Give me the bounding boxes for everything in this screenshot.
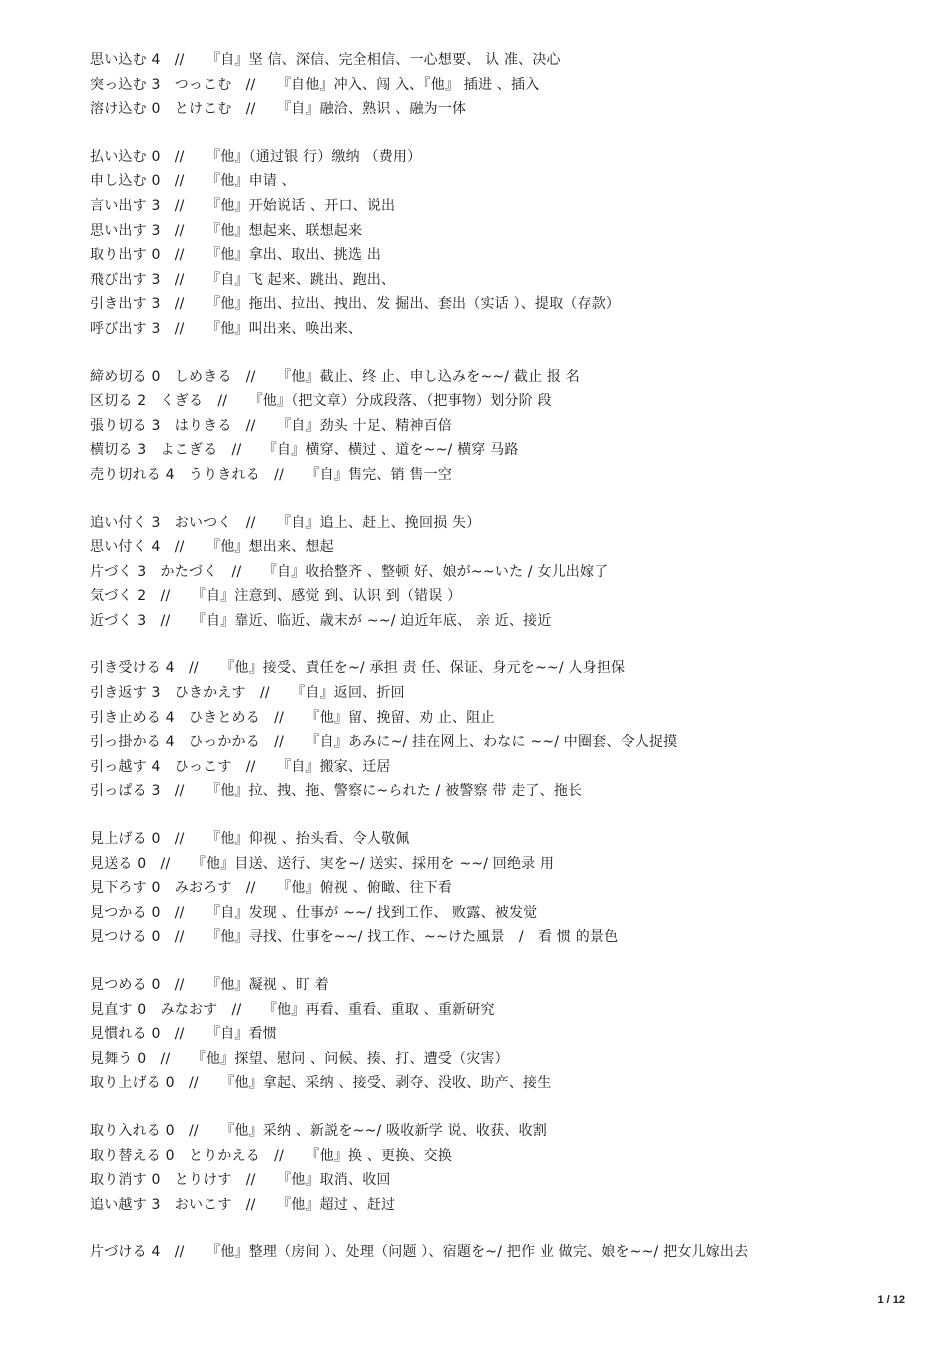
vocab-entry: 追い付く 3 おいつく // 『自』追上、赶上、挽回损 失）: [90, 514, 481, 531]
vocab-entry: 売り切れる 4 うりきれる // 『自』售完、销 售一空: [90, 466, 453, 483]
vocab-entry: 取り消す 0 とりけす // 『他』取消、收回: [90, 1172, 391, 1189]
vocab-entry: 近づく 3 // 『自』靠近、临近、歳末が ~~/ 迫近年底、 亲 近、接近: [90, 612, 552, 629]
vocab-entry: 取り上げる 0 // 『他』拿起、采纳 、接受、剥夺、没收、助产、接生: [90, 1075, 552, 1092]
vocab-entry: 取り出す 0 // 『他』拿出、取出、挑选 出: [90, 247, 382, 264]
entry-group: [90, 973, 890, 1096]
vocab-entry: 追い越す 3 おいこす // 『他』超过 、赶过: [90, 1196, 396, 1213]
vocab-entry: 見直す 0 みなおす // 『他』再看、重看、重取 、重新研究: [90, 1001, 495, 1018]
vocab-entry: 見舞う 0 // 『他』探望、慰问 、问候、揍、打、遭受（灾害）: [90, 1050, 509, 1067]
vocab-entry: 思い出す 3 // 『他』想起来、联想起来: [90, 222, 363, 239]
entry-group: [90, 48, 890, 122]
vocab-entry: 溶け込む 0 とけこむ // 『自』融洽、熟识 、融为一体: [90, 101, 467, 118]
vocab-entry: 引き返す 3 ひきかえす // 『自』返回、折回: [90, 685, 405, 702]
vocab-entry: 引っ越す 4 ひっこす // 『自』搬家、迁居: [90, 758, 391, 775]
document-body: [90, 48, 890, 1288]
vocab-entry: 見送る 0 // 『他』目送、送行、実を~/ 送实、採用を ~~/ 回绝录 用: [90, 855, 555, 872]
entry-group: [90, 145, 890, 342]
vocab-entry: 言い出す 3 // 『他』开始说话 、开口、说出: [90, 197, 396, 214]
vocab-entry: 張り切る 3 はりきる // 『自』劲头 十足、精神百倍: [90, 417, 453, 434]
vocab-entry: 片づける 4 // 『他』整理（房间 ）、处理（问题 ）、宿題を~/ 把作 业 做完、娘を~~/ 把女儿嫁出去: [90, 1244, 749, 1261]
vocab-entry: 呼び出す 3 // 『他』叫出来、唤出来、: [90, 320, 363, 337]
page-number: 1 / 12: [877, 1294, 905, 1306]
vocab-entry: 飛び出す 3 // 『自』飞 起来、跳出、跑出、: [90, 271, 396, 288]
vocab-entry: 見慣れる 0 // 『自』看惯: [90, 1026, 277, 1043]
vocab-entry: 見つける 0 // 『他』寻找、仕事を~~/ 找工作、~~けた風景 / 看 惯 的景色: [90, 929, 619, 946]
entry-group: [90, 827, 890, 950]
vocab-entry: 片づく 3 かたづく // 『自』收拾整齐 、整顿 好、娘が~~いた / 女儿出嫁了: [90, 563, 609, 580]
vocab-entry: 突っ込む 3 つっこむ // 『自他』冲入、闯 入、『他』 插进 、插入: [90, 76, 540, 93]
vocab-entry: 思い込む 4 // 『自』坚 信、深信、完全相信、一心想要、 认 准、决心: [90, 52, 561, 68]
vocab-entry: 取り替える 0 とりかえる // 『他』换 、更换、交换: [90, 1147, 453, 1164]
vocab-entry: 見つめる 0 // 『他』凝视 、盯 着: [90, 977, 329, 993]
entry-group: [90, 1119, 890, 1217]
entry-group: [90, 1240, 890, 1265]
vocab-entry: 気づく 2 // 『自』注意到、感觉 到、认识 到（错误 ）: [90, 588, 462, 605]
vocab-entry: 区切る 2 くぎる // 『他』（把文章）分成段落、（把事物）划分阶 段: [90, 393, 552, 410]
vocab-entry: 取り入れる 0 // 『他』采纳 、新説を~~/ 吸收新学 说、收获、收割: [90, 1122, 547, 1139]
vocab-entry: 引っ掛かる 4 ひっかかる // 『自』あみに~/ 挂在网上、わなに ~~/ 中圈套、令人捉摸: [90, 734, 678, 751]
vocab-entry: 引き受ける 4 // 『他』接受、責任を~/ 承担 责 任、保证、身元を~~/ 人身担保: [90, 660, 626, 677]
entry-group: [90, 365, 890, 488]
vocab-entry: 見つかる 0 // 『自』发现 、仕事が ~~/ 找到工作、 败露、被发觉: [90, 904, 538, 921]
vocab-entry: 思い付く 4 // 『他』想出来、想起: [90, 539, 334, 556]
vocab-entry: 申し込む 0 // 『他』申请 、: [90, 173, 296, 190]
vocab-entry: 横切る 3 よこぎる // 『自』横穿、横过 、道を~~/ 横穿 马路: [90, 442, 519, 459]
vocab-entry: 引き止める 4 ひきとめる // 『他』留、挽留、劝 止、阻止: [90, 709, 495, 726]
vocab-entry: 払い込む 0 // 『他』（通过银 行）缴纳 （费用）: [90, 148, 422, 165]
vocab-entry: 見上げる 0 // 『他』仰视 、抬头看、令人敬佩: [90, 831, 410, 848]
entry-group: [90, 511, 890, 634]
vocab-entry: 締め切る 0 しめきる // 『他』截止、终 止、申し込みを~~/ 截止 报 名: [90, 368, 580, 385]
entry-group: [90, 656, 890, 804]
vocab-entry: 引っぱる 3 // 『他』拉、拽、拖、警察に~られた / 被警察 带 走了、拖长: [90, 783, 583, 800]
vocab-entry: 見下ろす 0 みおろす // 『他』俯视 、俯瞰、往下看: [90, 880, 453, 897]
vocab-entry: 引き出す 3 // 『他』拖出、拉出、拽出、发 掘出、套出（实话 ）、提取（存款）: [90, 296, 621, 313]
